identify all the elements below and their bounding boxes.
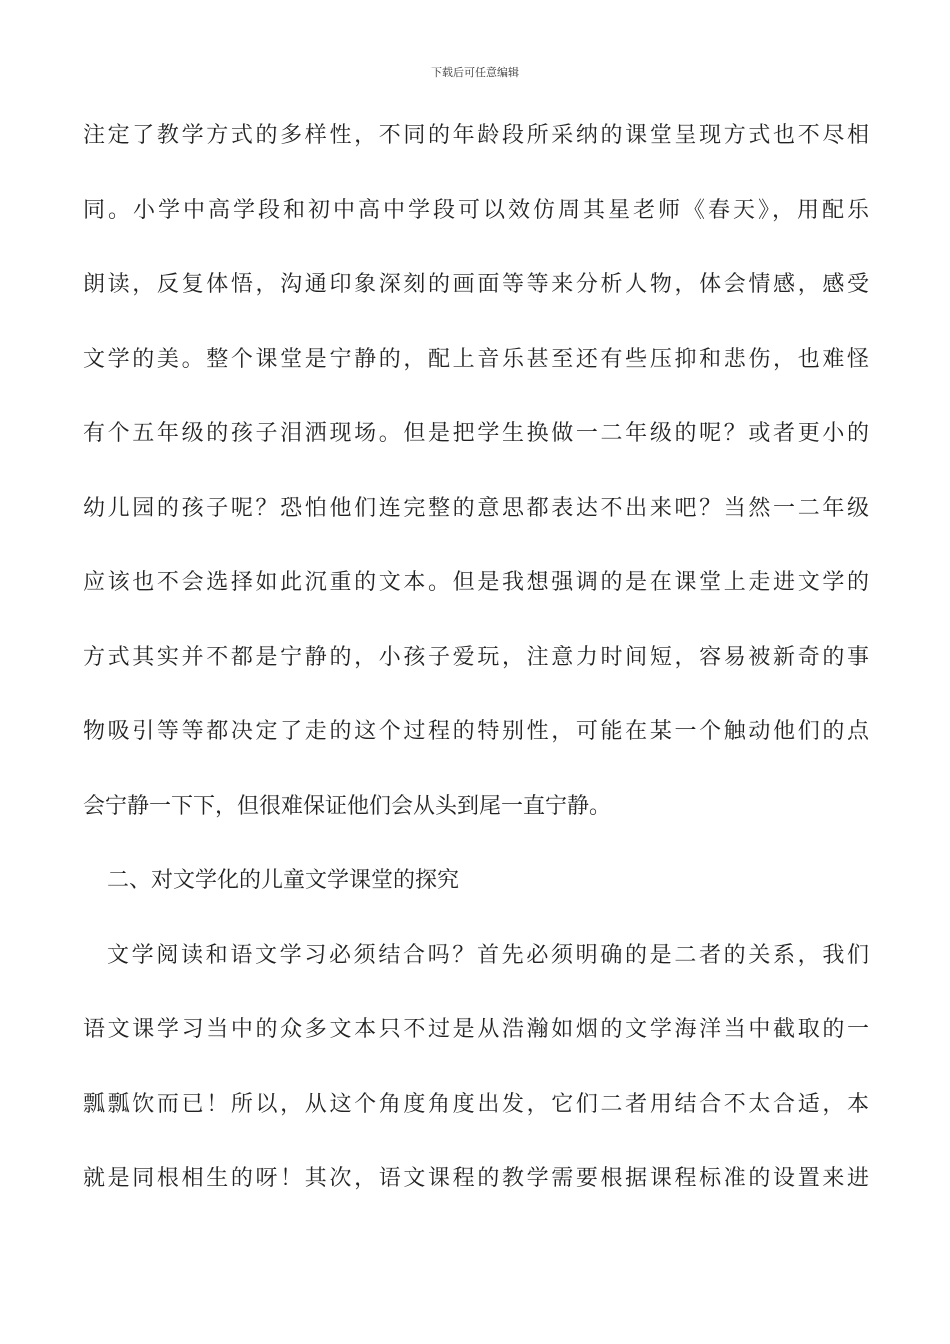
text-line: 注定了教学方式的多样性，不同的年龄段所采纳的课堂呈现方式也不尽相 [83, 123, 869, 148]
text-line: 方式其实并不都是宁静的，小孩子爱玩，注意力时间短，容易被新奇的事 [83, 644, 869, 670]
header-note: 下载后可任意编辑 [431, 66, 519, 79]
text-line: 有个五年级的孩子泪洒现场。但是把学生换做一二年级的呢？或者更小的 [83, 421, 869, 446]
text-line: 语文课学习当中的众多文本只不过是从浩瀚如烟的文学海洋当中截取的一 [83, 1017, 869, 1042]
text-line: 同。小学中高学段和初中高中学段可以效仿周其星老师《春天》，用配乐 [83, 197, 869, 223]
section-heading: 二、对文学化的儿童文学课堂的探究 [107, 868, 460, 893]
text-line: 会宁静一下下，但很难保证他们会从头到尾一直宁静。 [83, 793, 612, 819]
text-line: 物吸引等等都决定了走的这个过程的特别性，可能在某一个触动他们的点 [83, 719, 869, 744]
text-line: 文学阅读和语文学习必须结合吗？首先必须明确的是二者的关系，我们 [107, 942, 869, 968]
text-line: 就是同根相生的呀！其次，语文课程的教学需要根据课程标准的设置来进 [83, 1166, 869, 1191]
text-line: 朗读，反复体悟，沟通印象深刻的画面等等来分析人物，体会情感，感受 [83, 272, 869, 297]
text-line: 幼儿园的孩子呢？恐怕他们连完整的意思都表达不出来吧？当然一二年级 [83, 495, 869, 521]
body-text [83, 113, 869, 1231]
text-line: 文学的美。整个课堂是宁静的，配上音乐甚至还有些压抑和悲伤，也难怪 [83, 346, 869, 372]
text-line: 瓢瓢饮而已！所以，从这个角度角度出发，它们二者用结合不太合适，本 [83, 1091, 869, 1117]
text-line: 应该也不会选择如此沉重的文本。但是我想强调的是在课堂上走进文学的 [83, 570, 869, 595]
